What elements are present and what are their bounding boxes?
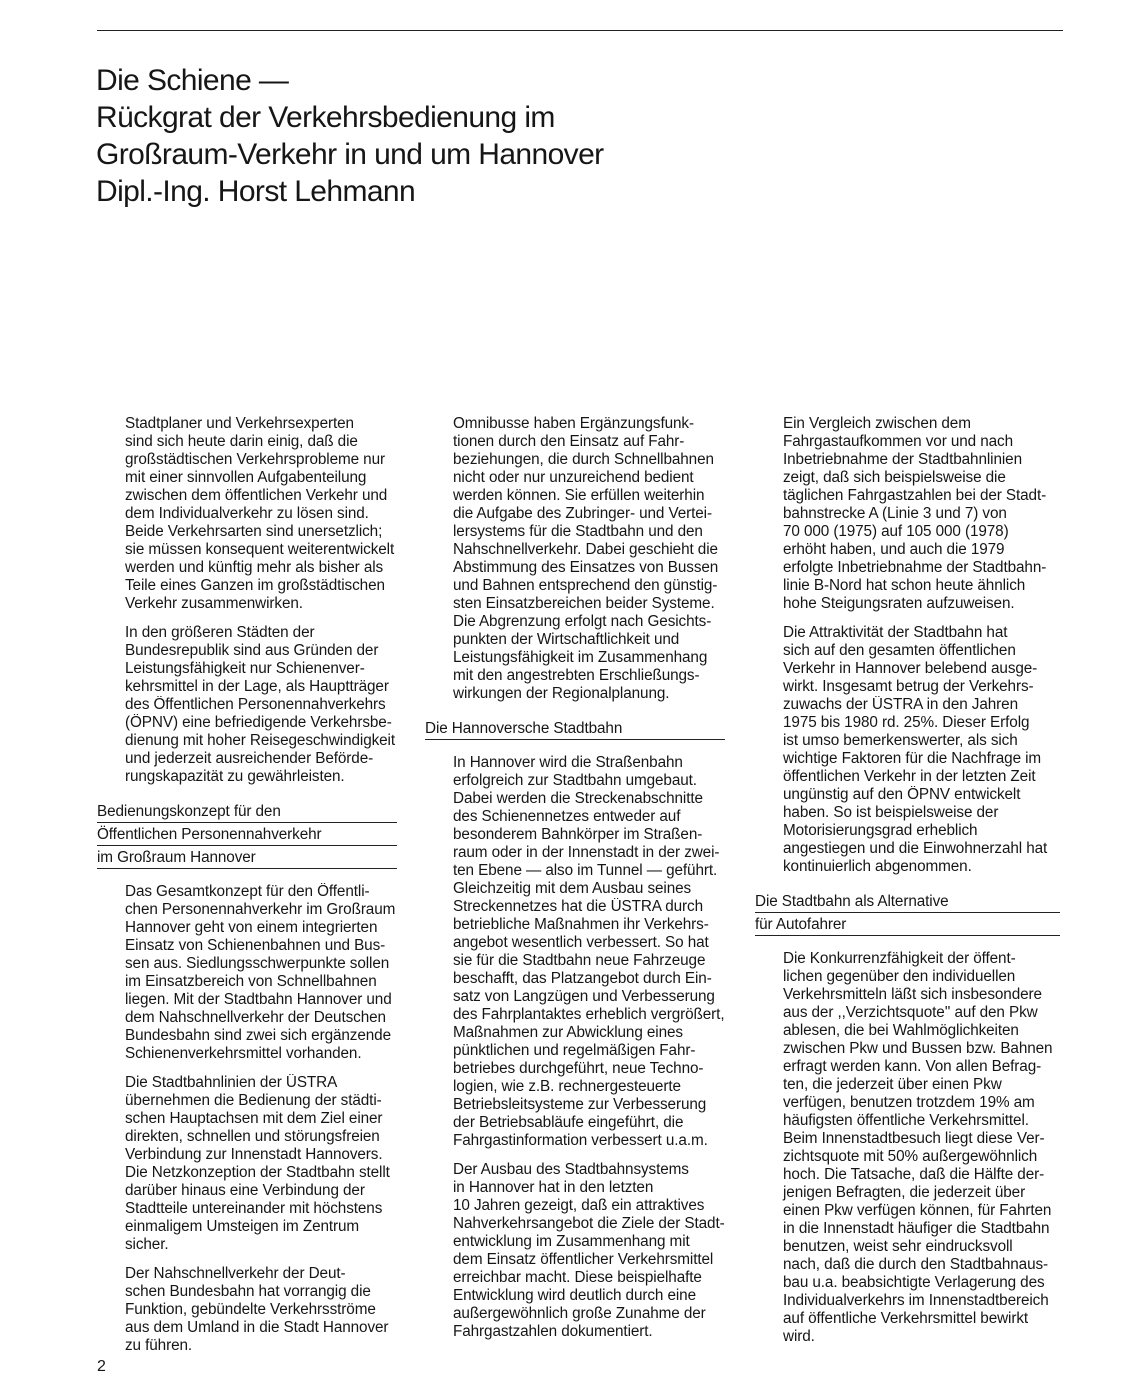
- text-line: des Schienennetzes entweder auf: [453, 808, 681, 825]
- text-line: sie für die Stadtbahn neue Fahrzeuge: [453, 952, 706, 969]
- author-line: Dipl.-Ing. Horst Lehmann: [96, 175, 416, 208]
- text-line: nicht oder nur unzureichend bedient: [453, 469, 694, 486]
- text-line: ungünstig auf den ÖPNV entwickelt: [783, 786, 1021, 803]
- text-line: sie müssen konsequent weiterentwickelt: [125, 541, 395, 558]
- text-line: Gleichzeitig mit dem Ausbau seines: [453, 880, 692, 897]
- paragraph: [97, 624, 397, 786]
- text-line: wichtige Faktoren für die Nachfrage im: [783, 750, 1042, 767]
- text-line: dem Individualverkehr zu lösen sind.: [125, 505, 369, 522]
- text-line: Beide Verkehrsarten sind unersetzlich;: [125, 523, 383, 540]
- text-line: öffentlichen Verkehr in der letzten Zeit: [783, 768, 1036, 785]
- text-line: Fahrgastzahlen dokumentiert.: [453, 1323, 653, 1340]
- text-line: darüber hinaus eine Verbindung der: [125, 1182, 365, 1199]
- text-line: mit den angestrebten Erschließungs-: [453, 667, 700, 684]
- text-line: hohe Steigungsraten aufzuweisen.: [783, 595, 1015, 612]
- heading-line: im Großraum Hannover: [97, 846, 397, 869]
- text-line: schen Hauptachsen mit dem Ziel einer: [125, 1110, 383, 1127]
- text-line: punkten der Wirtschaftlichkeit und: [453, 631, 680, 648]
- text-line: Individualverkehrs im Innenstadtbereich: [783, 1292, 1049, 1309]
- title-line: Die Schiene —: [96, 64, 289, 97]
- text-line: einmaligem Umsteigen im Zentrum: [125, 1218, 360, 1235]
- text-line: erhöht haben, und auch die 1979: [783, 541, 1005, 558]
- text-line: bau u.a. beabsichtigte Verlagerung des: [783, 1274, 1045, 1291]
- text-line: des Öffentlichen Personennahverkehrs: [125, 696, 386, 713]
- paragraph: [755, 415, 1060, 613]
- text-line: haben. So ist beispielsweise der: [783, 804, 999, 821]
- heading-line: Die Hannoversche Stadtbahn: [425, 717, 725, 740]
- text-line: Beim Innenstadtbesuch liegt diese Ver-: [783, 1130, 1045, 1147]
- text-line: erreichbar macht. Diese beispielhafte: [453, 1269, 702, 1286]
- text-line: einen Pkw verfügen können, für Fahrten: [783, 1202, 1052, 1219]
- text-line: sich auf den gesamten öffentlichen: [783, 642, 1016, 659]
- text-line: Bundesbahn sind zwei sich ergänzende: [125, 1027, 391, 1044]
- text-column-3: [755, 415, 1060, 1357]
- text-line: Stadtteile untereinander mit höchstens: [125, 1200, 383, 1217]
- text-line: Fahrgastinformation verbessert u.a.m.: [453, 1132, 708, 1149]
- text-line: betriebliche Maßnahmen ihr Verkehrs-: [453, 916, 709, 933]
- text-line: angebot wesentlich verbessert. So hat: [453, 934, 709, 951]
- text-line: Der Nahschnellverkehr der Deut-: [125, 1265, 346, 1282]
- text-line: lichen gegenüber den individuellen: [783, 968, 1016, 985]
- text-line: schen Bundesbahn hat vorrangig die: [125, 1283, 371, 1300]
- text-line: des Fahrplantaktes erheblich vergrößert,: [453, 1006, 725, 1023]
- heading-line: für Autofahrer: [755, 913, 1060, 936]
- text-line: Die Netzkonzeption der Stadtbahn stellt: [125, 1164, 390, 1181]
- text-line: zwischen dem öffentlichen Verkehr und: [125, 487, 388, 504]
- text-line: Leistungsfähigkeit nur Schienenver-: [125, 660, 365, 677]
- text-line: zu führen.: [125, 1337, 193, 1354]
- paragraph: [97, 1265, 397, 1355]
- text-line: Nahverkehrsangebot die Ziele der Stadt-: [453, 1215, 725, 1232]
- text-line: 10 Jahren gezeigt, daß ein attraktives: [453, 1197, 705, 1214]
- title-line: Großraum-Verkehr in und um Hannover: [96, 138, 604, 171]
- heading-line: Die Stadtbahn als Alternative: [755, 890, 1060, 913]
- text-line: Dabei werden die Streckenabschnitte: [453, 790, 703, 807]
- paragraph: [97, 415, 397, 613]
- text-line: ten, die jederzeit über einen Pkw: [783, 1076, 1002, 1093]
- text-line: Ein Vergleich zwischen dem: [783, 415, 971, 432]
- text-line: nach, daß die durch den Stadtbahnaus-: [783, 1256, 1049, 1273]
- heading-line: Bedienungskonzept für den: [97, 800, 397, 823]
- text-line: in Hannover hat in den letzten: [453, 1179, 654, 1196]
- text-line: jenigen Befragten, die jederzeit über: [783, 1184, 1026, 1201]
- text-line: werden können. Sie erfüllen weiterhin: [453, 487, 705, 504]
- text-line: wirkungen der Regionalplanung.: [453, 685, 670, 702]
- text-line: Entwicklung wird deutlich durch eine: [453, 1287, 696, 1304]
- text-line: Die Konkurrenzfähigkeit der öffent-: [783, 950, 1016, 967]
- text-line: häufigsten öffentliche Verkehrsmittel.: [783, 1112, 1029, 1129]
- text-line: Verkehr in Hannover belebend ausge-: [783, 660, 1038, 677]
- text-line: im Einsatzbereich von Schnellbahnen: [125, 973, 377, 990]
- text-line: Leistungsfähigkeit im Zusammenhang: [453, 649, 708, 666]
- text-line: Teile eines Ganzen im großstädtischen: [125, 577, 385, 594]
- text-line: Hannover geht von einem integrierten: [125, 919, 378, 936]
- text-line: und Bahnen entsprechend den günstig-: [453, 577, 718, 594]
- text-line: Stadtplaner und Verkehrsexperten: [125, 415, 354, 432]
- text-column-1: [97, 415, 397, 1366]
- text-line: Inbetriebnahme der Stadtbahnlinien: [783, 451, 1022, 468]
- text-line: beziehungen, die durch Schnellbahnen: [453, 451, 714, 468]
- text-line: großstädtischen Verkehrsprobleme nur: [125, 451, 385, 468]
- text-line: dem Nahschnellverkehr der Deutschen: [125, 1009, 386, 1026]
- text-line: betriebes durchgeführt, neue Techno-: [453, 1060, 704, 1077]
- text-line: kontinuierlich abgenommen.: [783, 858, 972, 875]
- paragraph: [755, 624, 1060, 876]
- text-line: Omnibusse haben Ergänzungsfunk-: [453, 415, 694, 432]
- text-line: ten Ebene — also im Tunnel — geführt.: [453, 862, 718, 879]
- section-heading: [97, 800, 397, 869]
- text-line: wirkt. Insgesamt betrug der Verkehrs-: [783, 678, 1034, 695]
- text-line: Motorisierungsgrad erheblich: [783, 822, 978, 839]
- text-line: ist umso bemerkenswerter, als sich: [783, 732, 1018, 749]
- text-line: tionen durch den Einsatz auf Fahr-: [453, 433, 685, 450]
- paragraph: [425, 415, 725, 703]
- text-line: Streckennetzes hat die ÜSTRA durch: [453, 898, 703, 915]
- text-line: erfolgreich zur Stadtbahn umgebaut.: [453, 772, 697, 789]
- text-line: zwischen Pkw und Bussen bzw. Bahnen: [783, 1040, 1053, 1057]
- text-line: die Aufgabe des Zubringer- und Vertei-: [453, 505, 712, 522]
- text-line: Betriebsleitsysteme zur Verbesserung: [453, 1096, 707, 1113]
- page-number: 2: [97, 1358, 106, 1375]
- paragraph: [755, 950, 1060, 1346]
- text-line: zeigt, daß sich beispielsweise die: [783, 469, 1006, 486]
- text-column-2: [425, 415, 725, 1352]
- text-line: erfragt werden kann. Von allen Befrag-: [783, 1058, 1042, 1075]
- text-line: Bundesrepublik sind aus Gründen der: [125, 642, 379, 659]
- paragraph: [425, 754, 725, 1150]
- text-line: Verkehrsmitteln läßt sich insbesondere: [783, 986, 1042, 1003]
- text-line: aus der ,,Verzichtsquote'' auf den Pkw: [783, 1004, 1038, 1021]
- text-line: außergewöhnlich große Zunahme der: [453, 1305, 706, 1322]
- paragraph: [97, 1074, 397, 1254]
- text-line: 70 000 (1975) auf 105 000 (1978): [783, 523, 1009, 540]
- text-line: pünktlichen und regelmäßigen Fahr-: [453, 1042, 696, 1059]
- text-line: sicher.: [125, 1236, 169, 1253]
- text-line: dem Einsatz öffentlicher Verkehrsmittel: [453, 1251, 714, 1268]
- text-line: in die Innenstadt häufiger die Stadtbahn: [783, 1220, 1050, 1237]
- text-line: zuwachs der ÜSTRA in den Jahren: [783, 696, 1018, 713]
- text-line: Einsatz von Schienenbahnen und Bus-: [125, 937, 386, 954]
- title-line: Rückgrat der Verkehrsbedienung im: [96, 101, 555, 134]
- text-line: beschafft, das Platzangebot durch Ein-: [453, 970, 712, 987]
- text-line: sind sich heute darin einig, daß die: [125, 433, 358, 450]
- text-line: hoch. Die Tatsache, daß die Hälfte der-: [783, 1166, 1045, 1183]
- text-line: erfolgte Inbetriebnahme der Stadtbahn-: [783, 559, 1047, 576]
- text-line: satz von Langzügen und Verbesserung: [453, 988, 715, 1005]
- text-line: Das Gesamtkonzept für den Öffentli-: [125, 883, 370, 900]
- text-line: dienung mit hoher Reisegeschwindigkeit: [125, 732, 396, 749]
- text-line: übernehmen die Bedienung der städti-: [125, 1092, 382, 1109]
- text-line: Schienenverkehrsmittel vorhanden.: [125, 1045, 362, 1062]
- text-line: logien, wie z.B. rechnergesteuerte: [453, 1078, 681, 1095]
- text-line: sten Einsatzbereichen beider Systeme.: [453, 595, 715, 612]
- top-rule: [97, 30, 1063, 31]
- article-title: [96, 62, 996, 210]
- text-line: Verbindung zur Innenstadt Hannovers.: [125, 1146, 383, 1163]
- text-line: direkten, schnellen und störungsfreien: [125, 1128, 380, 1145]
- text-line: In den größeren Städten der: [125, 624, 315, 641]
- text-line: 1975 bis 1980 rd. 25%. Dieser Erfolg: [783, 714, 1030, 731]
- section-heading: [425, 717, 725, 740]
- text-line: Verkehr zusammenwirken.: [125, 595, 303, 612]
- text-line: und jederzeit ausreichender Beförde-: [125, 750, 374, 767]
- text-line: Die Abgrenzung erfolgt nach Gesichts-: [453, 613, 712, 630]
- text-line: (ÖPNV) eine befriedigende Verkehrsbe-: [125, 714, 392, 731]
- text-line: zichtsquote mit 50% außergewöhnlich: [783, 1148, 1038, 1165]
- text-line: werden und künftig mehr als bisher als: [125, 559, 384, 576]
- text-line: Abstimmung des Einsatzes von Bussen: [453, 559, 719, 576]
- paragraph: [425, 1161, 725, 1341]
- text-line: Maßnahmen zur Abwicklung eines: [453, 1024, 683, 1041]
- text-line: Die Attraktivität der Stadtbahn hat: [783, 624, 1008, 641]
- text-line: Der Ausbau des Stadtbahnsystems: [453, 1161, 689, 1178]
- text-line: auf öffentliche Verkehrsmittel bewirkt: [783, 1310, 1029, 1327]
- text-line: besonderem Bahnkörper im Straßen-: [453, 826, 703, 843]
- text-line: mit einer sinnvollen Aufgabenteilung: [125, 469, 367, 486]
- text-line: entwicklung im Zusammenhang mit: [453, 1233, 690, 1250]
- text-line: wird.: [783, 1328, 815, 1345]
- text-line: Fahrgastaufkommen vor und nach: [783, 433, 1013, 450]
- text-line: kehrsmittel in der Lage, als Hauptträger: [125, 678, 389, 695]
- text-line: aus dem Umland in die Stadt Hannover: [125, 1319, 389, 1336]
- text-line: benutzen, weist sehr eindrucksvoll: [783, 1238, 1013, 1255]
- section-heading: [755, 890, 1060, 936]
- text-line: lersystems für die Stadtbahn und den: [453, 523, 703, 540]
- text-line: angestiegen und die Einwohnerzahl hat: [783, 840, 1048, 857]
- paragraph: [97, 883, 397, 1063]
- text-line: bahnstrecke A (Linie 3 und 7) von: [783, 505, 1007, 522]
- text-line: Die Stadtbahnlinien der ÜSTRA: [125, 1074, 338, 1091]
- text-line: In Hannover wird die Straßenbahn: [453, 754, 683, 771]
- text-line: raum oder in der Innenstadt in der zwei-: [453, 844, 720, 861]
- text-line: täglichen Fahrgastzahlen bei der Stadt-: [783, 487, 1047, 504]
- text-line: chen Personennahverkehr im Großraum: [125, 901, 396, 918]
- text-line: der Betriebsabläufe eingeführt, die: [453, 1114, 684, 1131]
- heading-line: Öffentlichen Personennahverkehr: [97, 823, 397, 846]
- text-line: rungskapazität zu gewährleisten.: [125, 768, 345, 785]
- text-line: ablesen, die bei Wahlmöglichkeiten: [783, 1022, 1019, 1039]
- text-line: verfügen, benutzen trotzdem 19% am: [783, 1094, 1035, 1111]
- text-line: linie B-Nord hat schon heute ähnlich: [783, 577, 1026, 594]
- text-line: Nahschnellverkehr. Dabei geschieht die: [453, 541, 718, 558]
- text-line: Funktion, gebündelte Verkehrsströme: [125, 1301, 376, 1318]
- text-line: sen aus. Siedlungsschwerpunkte sollen: [125, 955, 390, 972]
- text-line: liegen. Mit der Stadtbahn Hannover und: [125, 991, 392, 1008]
